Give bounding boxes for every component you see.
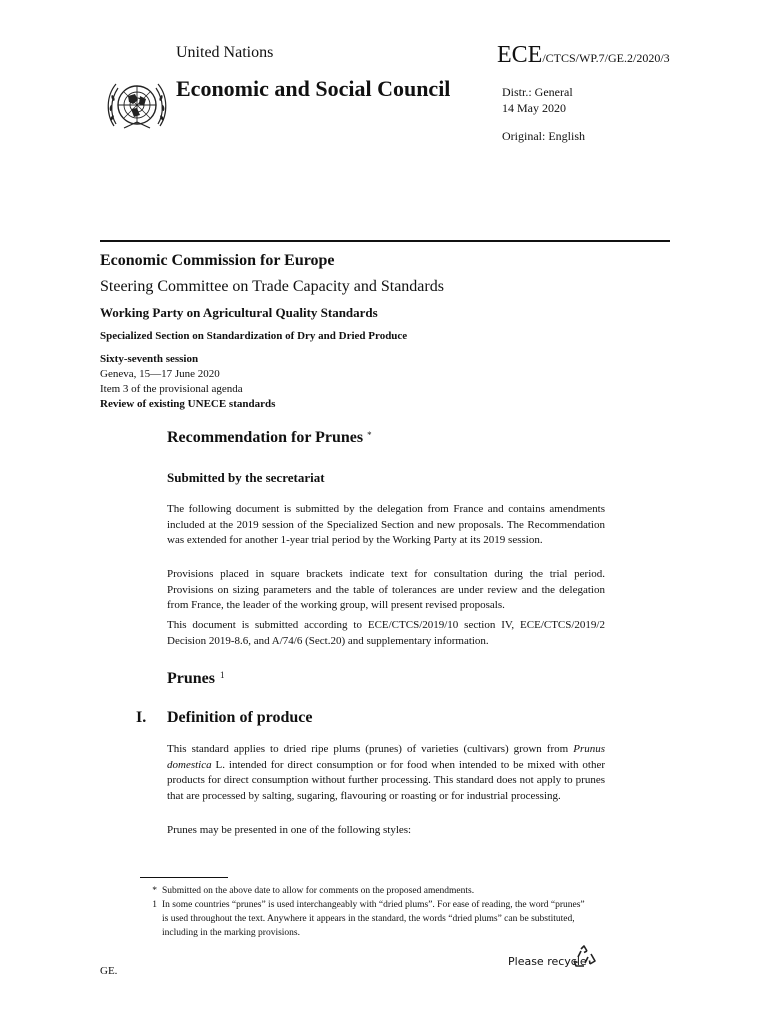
distribution-block <box>502 84 573 116</box>
definition-text-b: L. intended for direct consumption or for food when intended to be mixed with other products for direct consumption without further processing. This standard does not apply to prunes that are processed by salting, sugaring, flavouring or roasting or for industrial processing. <box>167 758 605 802</box>
document-symbol-rest: /CTCS/WP.7/GE.2/2020/3 <box>542 51 670 65</box>
definition-paragraph <box>167 742 605 804</box>
un-emblem-icon <box>104 74 170 134</box>
styles-intro-paragraph: Prunes may be presented in one of the following styles: <box>167 824 412 836</box>
document-symbol <box>497 42 670 71</box>
document-title-text: Recommendation for Prunes <box>167 429 364 446</box>
specialized-section-name: Specialized Section on Standardization of Dry and Dried Produce <box>100 330 408 342</box>
submitted-by: Submitted by the secretariat <box>167 470 325 485</box>
session-place-date: Geneva, 15—17 June 2020 <box>100 368 220 380</box>
intro-paragraph-1: The following document is submitted by the delegation from France and contains amendments included at the 2019 session of the Specialized Section and new proposals. The Recommendation was extended for another 1-year trial period by the Working Party at its 2019 session. <box>167 503 605 546</box>
footnote-mark: * <box>152 886 157 896</box>
original-language: Original: English <box>502 129 585 143</box>
working-party-name: Working Party on Agricultural Quality Standards <box>100 305 378 320</box>
species-name: Prunus domestica <box>167 743 605 771</box>
footnote-text: Submitted on the above date to allow for comments on the proposed amendments. <box>162 886 475 896</box>
council-name: Economic and Social Council <box>176 76 451 101</box>
session-block <box>100 352 275 412</box>
footnote-text: In some countries “prunes” is used interchangeably with “dried plums”. For ease of reading, the word “prunes” is used throughout the text. Anywhere it appears in the standard, the words “dried plums” can be substituted, including in the marking provisions. <box>162 900 585 938</box>
distribution: Distr.: General <box>502 85 573 99</box>
document-symbol-prefix: ECE <box>497 42 543 68</box>
recycle-label: Please recycle <box>508 955 587 968</box>
organization-name: United Nations <box>176 44 274 61</box>
footnote-mark: 1 <box>152 900 157 910</box>
intro-paragraph-3: This document is submitted according to ECE/CTCS/2019/10 section IV, ECE/CTCS/2019/2 Decision 2019-8.6, and A/74/6 (Sect.20) and supplementary information. <box>167 619 605 647</box>
issue-date: 14 May 2020 <box>502 101 566 115</box>
committee-name: Steering Committee on Trade Capacity and Standards <box>100 278 444 295</box>
intro-paragraph-2: Provisions placed in square brackets indicate text for consultation during the trial period. Provisions on sizing parameters and the table of tolerances are under review and the delegation from France, the leader of the working group, will present revised proposals. <box>167 568 605 611</box>
section-title: Definition of produce <box>167 709 313 726</box>
header-divider <box>100 240 670 242</box>
standard-title <box>167 670 225 688</box>
section-number: I. <box>136 709 147 726</box>
definition-text-a: This standard applies to dried ripe plums (prunes) of varieties (cultivars) grown from <box>167 743 574 755</box>
footnote <box>140 884 605 898</box>
standard-footnote-mark[interactable]: 1 <box>220 670 225 680</box>
agenda-title: Review of existing UNECE standards <box>100 398 276 410</box>
recycle-icon <box>571 944 597 970</box>
title-footnote-mark[interactable]: * <box>367 430 372 440</box>
agenda-item: Item 3 of the provisional agenda <box>100 383 243 395</box>
footnote <box>140 898 605 940</box>
session-name: Sixty-seventh session <box>100 353 199 365</box>
document-title <box>167 429 372 447</box>
standard-title-text: Prunes <box>167 670 215 687</box>
footnote-divider <box>140 877 228 878</box>
commission-name: Economic Commission for Europe <box>100 252 335 269</box>
job-number: GE. <box>100 965 118 977</box>
